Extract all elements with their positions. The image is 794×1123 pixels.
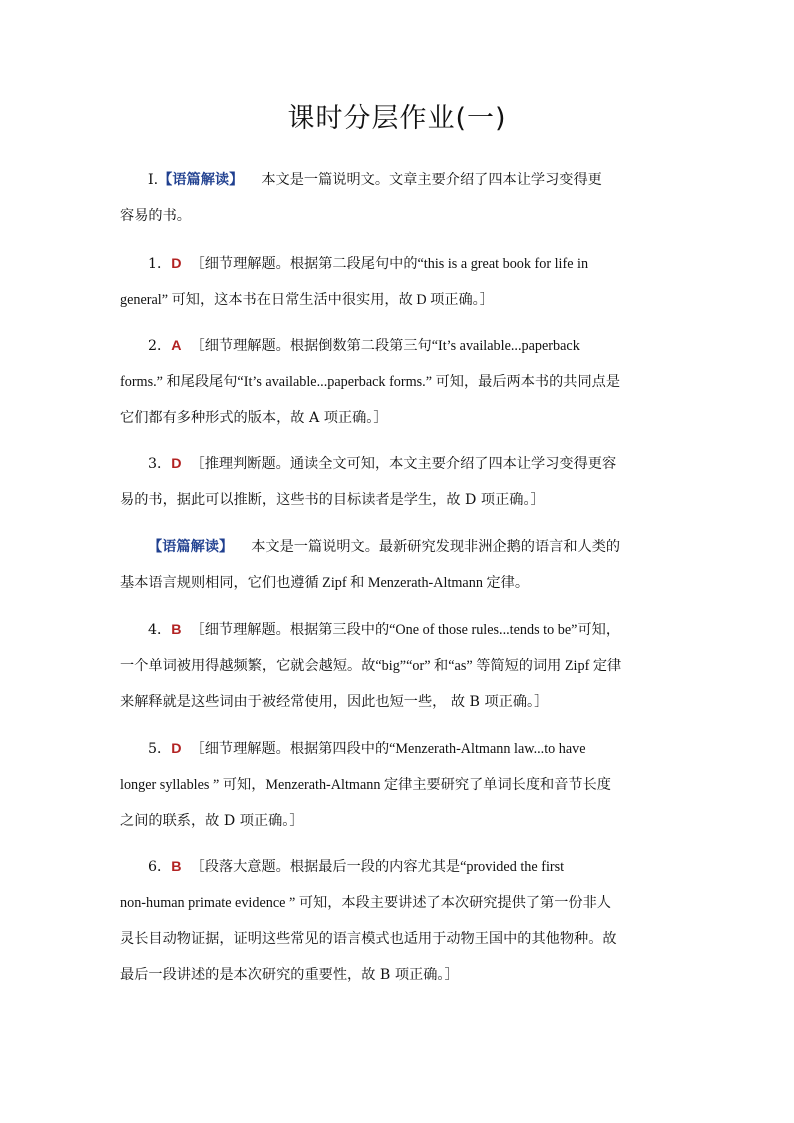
question-6-text-4: 最后一段讲述的是本次研究的重要性，故 B 项正确。］ — [120, 967, 459, 983]
section-1-intro — [120, 162, 676, 234]
question-6-number: 6． — [148, 859, 172, 875]
section-2-tag: 【语篇解读】 — [148, 539, 234, 555]
section-2-text-2: 基本语言规则相同，它们也遵循 Zipf 和 Menzerath-Altmann 定律。 — [120, 575, 530, 591]
question-3-text-1: ［推理判断题。通读全文可知，本文主要介绍了四本让学习变得更容 — [190, 456, 617, 472]
question-2-number: 2． — [148, 338, 172, 354]
question-5-line-1 — [120, 731, 676, 767]
section-1-text-2: 容易的书。 — [120, 208, 191, 224]
question-3-number: 3． — [148, 456, 172, 472]
question-5-text-1: ［细节理解题。根据第四段中的“Menzerath-Altmann law...to have — [190, 741, 586, 757]
question-2-line-1 — [120, 328, 676, 364]
section-1-tag: 【语篇解读】 — [158, 172, 244, 188]
section-2-text-1: 本文是一篇说明文。最新研究发现非洲企鹅的语言和人类的 — [251, 539, 621, 555]
question-1-line-1 — [120, 246, 676, 282]
section-2-line-1 — [120, 529, 676, 565]
question-2-text-3: 它们都有多种形式的版本，故 A 项正确。］ — [120, 410, 388, 426]
question-6-text-2: non-human primate evidence ” 可知，本段主要讲述了本次研究提供了第一份非人 — [120, 895, 611, 911]
question-2-text-1: ［细节理解题。根据倒数第二段第三句“It’s available...paperback — [190, 338, 580, 354]
question-1-text-2: general” 可知，这本书在日常生活中很实用，故 D 项正确。］ — [120, 292, 494, 308]
question-6 — [120, 849, 676, 993]
question-2-answer: A — [171, 338, 182, 354]
question-1 — [120, 246, 676, 318]
question-4-text-2: 一个单词被用得越频繁，它就会越短。故“big”“or” 和“as” 等简短的词用 Zipf 定律 — [120, 658, 622, 674]
question-4 — [120, 612, 676, 720]
question-6-text-3: 灵长目动物证据，证明这些常见的语言模式也适用于动物王国中的其他物种。故 — [120, 931, 617, 947]
question-5-text-3: 之间的联系，故 D 项正确。］ — [120, 813, 304, 829]
section-2-intro — [120, 529, 676, 601]
question-5 — [120, 731, 676, 839]
section-1-line-1 — [120, 162, 676, 198]
page-title: 课时分层作业(一) — [287, 103, 507, 134]
question-1-text-1: ［细节理解题。根据第二段尾句中的“this is a great book for life in — [190, 256, 589, 272]
question-3 — [120, 446, 676, 518]
question-1-answer: D — [171, 256, 182, 272]
question-6-answer: B — [171, 859, 182, 875]
section-1-roman: Ⅰ. — [148, 172, 159, 188]
question-1-number: 1． — [148, 256, 172, 272]
section-1-text-1: 本文是一篇说明文。文章主要介绍了四本让学习变得更 — [261, 172, 602, 188]
question-4-text-3: 来解释就是这些词由于被经常使用，因此也短一些， 故 B 项正确。］ — [120, 694, 549, 710]
question-2-text-2: forms.” 和尾段尾句“It’s available...paperback forms.” 可知，最后两本书的共同点是 — [120, 374, 621, 390]
question-6-text-1: ［段落大意题。根据最后一段的内容尤其是“provided the first — [190, 859, 565, 875]
question-3-line-1 — [120, 446, 676, 482]
question-5-answer: D — [171, 741, 182, 757]
question-6-line-1 — [120, 849, 676, 885]
question-4-text-1: ［细节理解题。根据第三段中的“One of those rules...tends to be”可知， — [190, 622, 621, 638]
question-3-answer: D — [171, 456, 182, 472]
question-4-line-1 — [120, 612, 676, 648]
question-4-answer: B — [171, 622, 182, 638]
question-5-text-2: longer syllables ” 可知，Menzerath-Altmann 定律主要研究了单词长度和音节长度 — [120, 777, 611, 793]
question-2 — [120, 328, 676, 436]
question-4-number: 4． — [148, 622, 172, 638]
question-5-number: 5． — [148, 741, 172, 757]
question-3-text-2: 易的书，据此可以推断，这些书的目标读者是学生，故 D 项正确。］ — [120, 492, 545, 508]
